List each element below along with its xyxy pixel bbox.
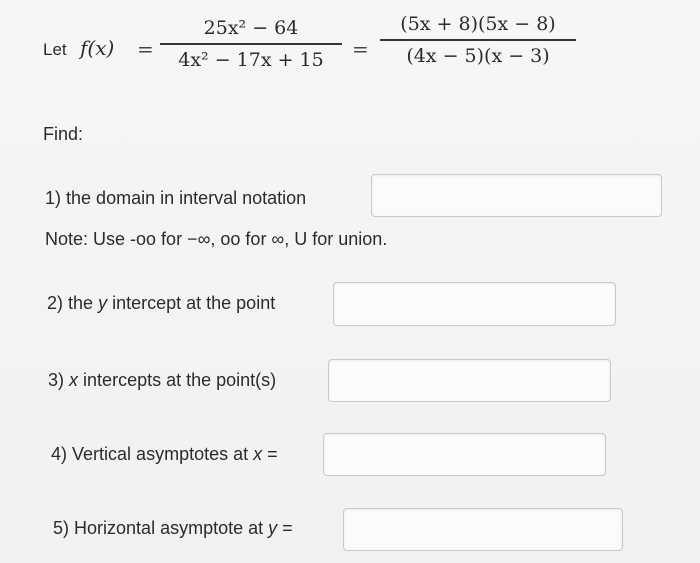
question-text: intercepts at the point(s) — [83, 370, 277, 390]
function-name: f(x) — [80, 36, 115, 60]
question-x-intercepts — [48, 370, 276, 391]
question-text: intercept at the point — [112, 293, 276, 313]
note-text: Note: Use -oo for −∞, oo for ∞, U for union. — [45, 229, 388, 249]
question-vertical-asymptotes — [51, 444, 278, 465]
equals-sign: = — [352, 37, 369, 61]
horizontal-asymptote-input[interactable] — [344, 509, 622, 550]
x-intercepts-answer-box[interactable] — [328, 359, 611, 402]
question-number: 5) — [53, 518, 70, 538]
variable: x — [253, 444, 263, 464]
find-label: Find: — [43, 124, 84, 144]
numerator: 25x² − 64 — [203, 17, 299, 39]
question-number: 1) — [45, 188, 62, 208]
factored-expression — [380, 13, 576, 67]
factored-denominator: (4x − 5)(x − 3) — [406, 44, 550, 67]
variable: x — [69, 370, 79, 390]
y-intercept-input[interactable] — [334, 283, 615, 325]
variable: y — [268, 518, 278, 538]
horizontal-asymptote-answer-box[interactable] — [343, 508, 623, 551]
question-number: 3) — [48, 370, 65, 390]
denominator: 4x² − 17x + 15 — [178, 48, 324, 71]
question-number: 2) — [47, 293, 64, 313]
question-text: = — [267, 444, 278, 464]
question-y-intercept — [47, 293, 275, 314]
question-text: Horizontal asymptote at — [74, 518, 264, 538]
vertical-asymptotes-answer-box[interactable] — [323, 433, 606, 476]
equals-sign: = — [137, 37, 154, 61]
let-label: Let — [43, 40, 67, 59]
question-text: the — [68, 293, 94, 313]
vertical-asymptotes-input[interactable] — [324, 434, 605, 475]
x-intercepts-input[interactable] — [329, 360, 610, 401]
question-text: Vertical asymptotes at — [72, 444, 249, 464]
question-text: = — [282, 518, 293, 538]
question-domain — [45, 188, 306, 209]
question-number: 4) — [51, 444, 68, 464]
rational-expression — [160, 17, 342, 71]
domain-input[interactable] — [372, 175, 661, 216]
question-text: the domain in interval notation — [66, 188, 307, 208]
y-intercept-answer-box[interactable] — [333, 282, 616, 326]
domain-answer-box[interactable] — [371, 174, 662, 217]
variable: y — [98, 293, 108, 313]
question-horizontal-asymptote — [53, 518, 293, 539]
factored-numerator: (5x + 8)(5x − 8) — [400, 13, 556, 35]
